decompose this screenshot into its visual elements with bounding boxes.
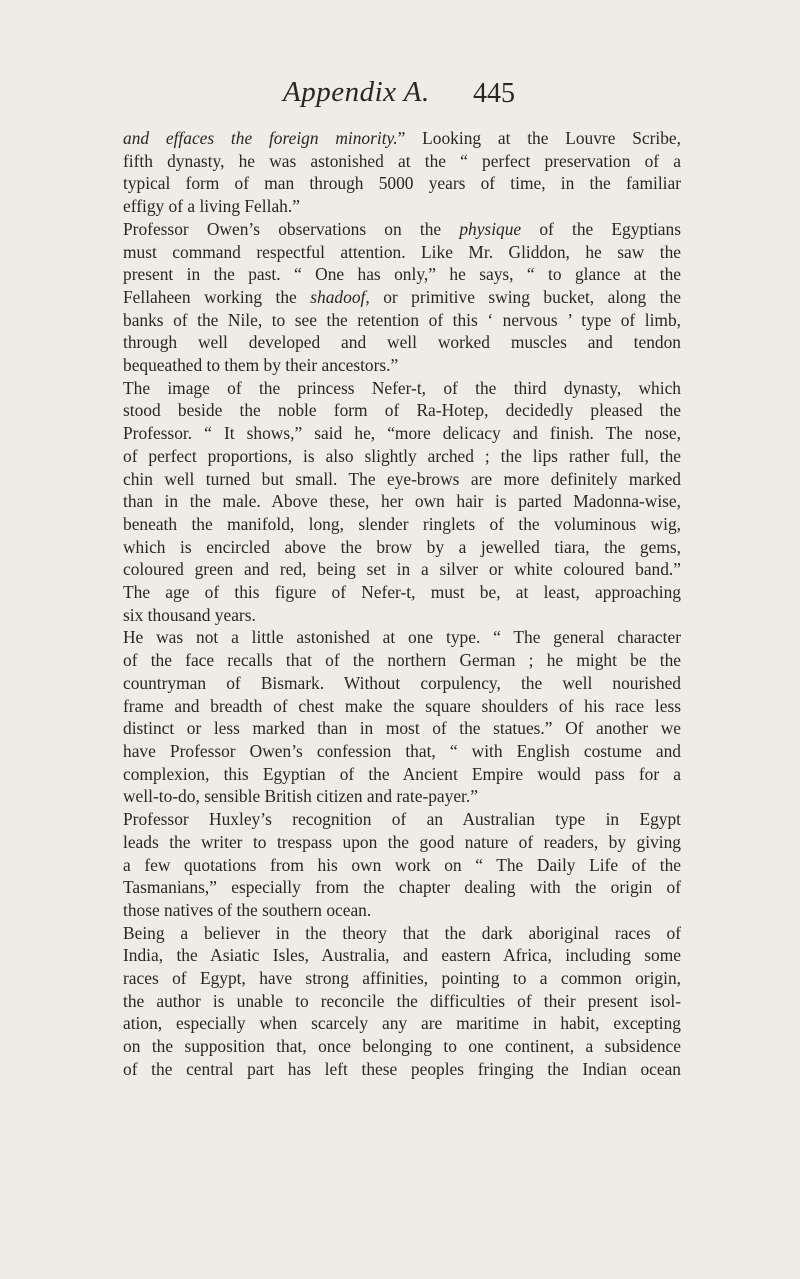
italic-run: shadoof, xyxy=(310,286,370,307)
text-line xyxy=(123,854,681,877)
text-line xyxy=(123,695,681,718)
text-line xyxy=(123,785,681,808)
text-run: fifth dynasty, he was astonished at the “ perfect preservation of a xyxy=(123,150,681,171)
text-line xyxy=(123,899,681,922)
text-line xyxy=(123,263,681,286)
text-line xyxy=(123,672,681,695)
text-run: leads the writer to trespass upon the good nature of readers, by giving xyxy=(123,831,681,852)
text-run: complexion, this Egyptian of the Ancient Empire would pass for a xyxy=(123,763,681,784)
text-run: chin well turned but small. The eye-brows are more definitely marked xyxy=(123,468,681,489)
text-run: on the supposition that, once belonging to one continent, a subsidence xyxy=(123,1036,681,1057)
running-head: Appendix A. xyxy=(283,76,430,108)
text-line xyxy=(123,195,681,218)
text-run: ation, especially when scarcely any are maritime in habit, excepting xyxy=(123,1013,681,1034)
text-run: of the central part has left these peoples fringing the Indian ocean xyxy=(123,1058,681,1079)
text-line xyxy=(123,399,681,422)
text-line xyxy=(123,150,681,173)
text-run: those natives of the southern ocean. xyxy=(123,899,372,920)
text-line xyxy=(123,763,681,786)
page-number: 445 xyxy=(473,78,515,109)
text-run: bequeathed to them by their ancestors.” xyxy=(123,355,399,376)
text-line xyxy=(123,490,681,513)
italic-run: and effaces the foreign minority. xyxy=(123,128,398,148)
text-run: which is encircled above the brow by a jewelled tiara, the gems, xyxy=(123,536,681,557)
text-line xyxy=(123,445,681,468)
text-line xyxy=(123,808,681,831)
text-line xyxy=(123,377,681,400)
text-line xyxy=(123,468,681,491)
text-line xyxy=(123,604,681,627)
text-run: of perfect proportions, is also slightly arched ; the lips rather full, the xyxy=(123,445,681,466)
text-line xyxy=(123,944,681,967)
text-line xyxy=(123,922,681,945)
text-run: beneath the manifold, long, slender ringlets of the voluminous wig, xyxy=(123,513,681,534)
text-run: countryman of Bismark. Without corpulency, the well nourished xyxy=(123,672,681,693)
text-line xyxy=(123,581,681,604)
text-run: of the face recalls that of the northern German ; he might be the xyxy=(123,650,681,671)
text-line xyxy=(123,1035,681,1058)
text-run: The image of the princess Nefer-t, of the third dynasty, which xyxy=(123,377,681,398)
text-line xyxy=(123,831,681,854)
text-line xyxy=(123,1058,681,1081)
text-run: races of Egypt, have strong affinities, pointing to a common origin, xyxy=(123,968,681,989)
text-line xyxy=(123,241,681,264)
text-line xyxy=(123,422,681,445)
text-run: effigy of a living Fellah.” xyxy=(123,196,300,217)
text-run: than in the male. Above these, her own hair is parted Madonna-wise, xyxy=(123,491,681,512)
text-run: banks of the Nile, to see the retention of this ‘ nervous ’ type of limb, xyxy=(123,309,681,330)
text-run: Fellaheen working the xyxy=(123,286,311,307)
text-line xyxy=(123,218,681,241)
italic-run: physique xyxy=(459,218,522,239)
text-line xyxy=(123,717,681,740)
text-line xyxy=(123,172,681,195)
text-line xyxy=(123,740,681,763)
text-line xyxy=(123,354,681,377)
text-run: Being a believer in the theory that the dark aboriginal races of xyxy=(123,922,681,943)
text-run: India, the Asiatic Isles, Australia, and eastern Africa, including some xyxy=(123,945,681,966)
text-run: frame and breadth of chest make the square shoulders of his race less xyxy=(123,695,681,716)
text-line xyxy=(123,558,681,581)
text-run: stood beside the noble form of Ra-Hotep, decidedly pleased the xyxy=(123,400,681,421)
text-line xyxy=(123,536,681,559)
text-line xyxy=(123,626,681,649)
text-run: Professor Owen’s observations on the xyxy=(123,218,460,239)
text-run: coloured green and red, being set in a silver or white coloured band.” xyxy=(123,559,681,580)
text-run: distinct or less marked than in most of the statues.” Of another we xyxy=(123,718,681,739)
body-text xyxy=(123,127,681,1081)
text-line xyxy=(123,967,681,990)
text-run: through well developed and well worked muscles and tendon xyxy=(123,332,681,353)
text-run: typical form of man through 5000 years of time, in the familiar xyxy=(123,173,681,194)
text-line xyxy=(123,331,681,354)
text-run: present in the past. “ One has only,” he says, “ to glance at the xyxy=(123,264,681,285)
text-run: six thousand years. xyxy=(123,604,256,625)
text-run: of the Egyptians xyxy=(521,218,681,239)
text-run: Tasmanians,” especially from the chapter dealing with the origin of xyxy=(123,877,681,898)
text-line xyxy=(123,286,681,309)
text-run: have Professor Owen’s confession that, “ with English costume and xyxy=(123,740,681,761)
text-run: Professor Huxley’s recognition of an Australian type in Egypt xyxy=(123,809,681,830)
text-run: or primitive swing bucket, along the xyxy=(369,286,681,307)
text-run: ” Looking at the Louvre Scribe, xyxy=(397,128,681,148)
text-run: must command respectful attention. Like Mr. Gliddon, he saw the xyxy=(123,241,681,262)
text-line xyxy=(123,990,681,1013)
text-line xyxy=(123,127,681,150)
text-line xyxy=(123,1012,681,1035)
text-run: Professor. “ It shows,” said he, “more delicacy and finish. The nose, xyxy=(123,423,681,444)
text-run: well-to-do, sensible British citizen and rate-payer.” xyxy=(123,786,478,807)
text-run: a few quotations from his own work on “ The Daily Life of the xyxy=(123,854,681,875)
text-line xyxy=(123,309,681,332)
text-line xyxy=(123,513,681,536)
text-run: the author is unable to reconcile the difficulties of their present isol- xyxy=(123,990,681,1011)
text-line xyxy=(123,649,681,672)
text-run: He was not a little astonished at one type. “ The general character xyxy=(123,627,681,648)
text-run: The age of this figure of Nefer-t, must be, at least, approaching xyxy=(123,582,681,603)
text-line xyxy=(123,876,681,899)
